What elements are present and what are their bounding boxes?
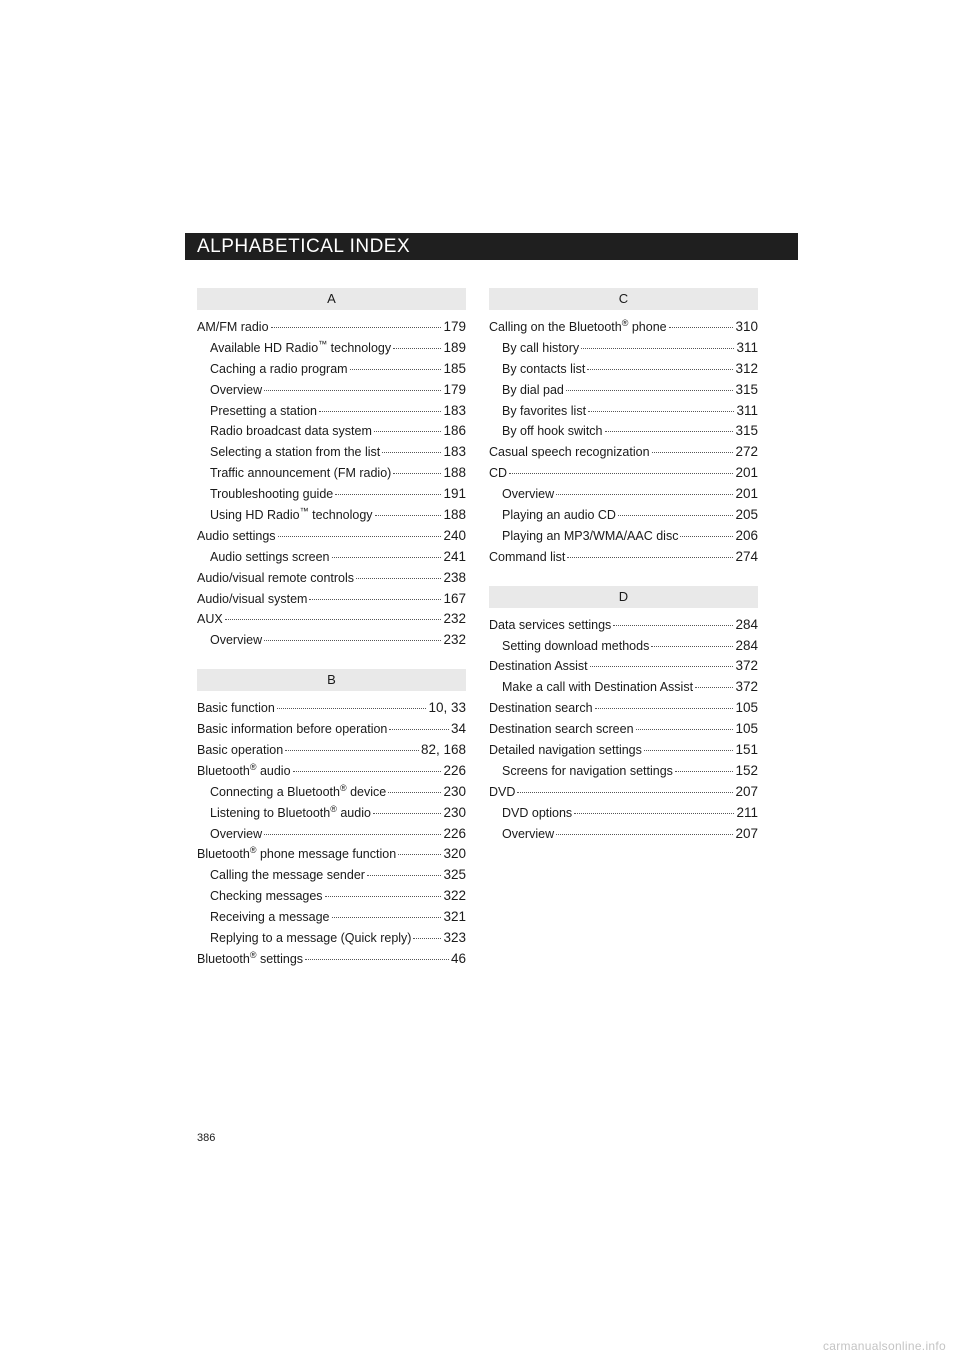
entry-label: Calling on the Bluetooth® phone (489, 317, 667, 334)
entry-label: Bluetooth® phone message function (197, 845, 397, 862)
entry-label: Bluetooth® settings (197, 949, 304, 966)
index-subentry (489, 636, 758, 657)
dot-leader (556, 834, 733, 835)
index-subentry (489, 505, 758, 526)
dot-leader (293, 771, 442, 772)
entry-page-ref: 207 (735, 783, 758, 799)
entry-page-ref: 167 (443, 590, 466, 606)
entry-label: By call history (502, 340, 580, 355)
dot-leader (374, 431, 442, 432)
index-column-right (489, 288, 758, 844)
dot-leader (567, 557, 733, 558)
dot-leader (587, 369, 733, 370)
entry-label: Destination search screen (489, 722, 634, 737)
index-subentry (197, 803, 466, 824)
entry-page-ref: 186 (443, 423, 466, 439)
index-subentry (197, 630, 466, 651)
entry-page-ref: 284 (735, 637, 758, 653)
index-header-bar (185, 233, 798, 260)
entry-page-ref: 315 (735, 381, 758, 397)
section-letter-heading: D (489, 586, 758, 608)
entry-label: Connecting a Bluetooth® device (210, 782, 387, 799)
entry-page-ref: 205 (735, 507, 758, 523)
entry-label: Checking messages (210, 889, 323, 904)
index-entry (197, 719, 466, 740)
entry-page-ref: 311 (736, 339, 758, 355)
entry-label: Available HD Radio™ technology (210, 338, 392, 355)
dot-leader (644, 750, 734, 751)
index-entry (489, 547, 758, 568)
index-subentry (489, 803, 758, 824)
dot-leader (264, 390, 441, 391)
entry-page-ref: 241 (443, 548, 466, 564)
index-subentry (197, 886, 466, 907)
dot-leader (605, 431, 734, 432)
entry-label: Traffic announcement (FM radio) (210, 466, 392, 481)
entry-label: Audio/visual remote controls (197, 570, 355, 585)
dot-leader (595, 708, 734, 709)
entry-page-ref: 34 (450, 721, 466, 737)
dot-leader (413, 938, 441, 939)
index-subentry (489, 761, 758, 782)
index-subentry (489, 401, 758, 422)
index-subentry (197, 401, 466, 422)
dot-leader (264, 640, 441, 641)
dot-leader (285, 750, 419, 751)
index-entry (197, 698, 466, 719)
dot-leader (680, 536, 733, 537)
dot-leader (271, 327, 442, 328)
entry-page-ref: 105 (735, 700, 758, 716)
entry-label: Listening to Bluetooth® audio (210, 803, 371, 820)
entry-label: Bluetooth® audio (197, 761, 291, 778)
index-subentry (489, 421, 758, 442)
dot-leader (636, 729, 734, 730)
entry-label: Audio settings screen (210, 549, 330, 564)
index-subentry (197, 824, 466, 845)
index-subentry (489, 484, 758, 505)
index-section (489, 288, 758, 568)
dot-leader (277, 708, 427, 709)
entry-page-ref: 232 (443, 632, 466, 648)
index-section (197, 669, 466, 970)
entry-page-ref: 183 (443, 444, 466, 460)
index-section (197, 288, 466, 651)
dot-leader (382, 452, 441, 453)
entry-label: Calling the message sender (210, 868, 365, 883)
dot-leader (675, 771, 734, 772)
section-letter-heading: C (489, 288, 758, 310)
dot-leader (225, 619, 442, 620)
dot-leader (509, 473, 733, 474)
entry-label: Overview (502, 826, 555, 841)
dot-leader (356, 578, 441, 579)
entry-label: By off hook switch (502, 424, 603, 439)
entry-label: CD (489, 466, 508, 481)
entry-page-ref: 226 (443, 762, 466, 778)
entry-label: AUX (197, 612, 223, 627)
index-subentry (197, 505, 466, 526)
index-entry (489, 740, 758, 761)
dot-leader (651, 646, 733, 647)
index-entry (489, 656, 758, 677)
entry-label: Playing an audio CD (502, 508, 616, 523)
index-entry (489, 698, 758, 719)
entry-label: Basic function (197, 701, 275, 716)
entry-label: By dial pad (502, 382, 564, 397)
entry-page-ref: 230 (443, 783, 466, 799)
index-entry (197, 589, 466, 610)
dot-leader (618, 515, 734, 516)
entry-page-ref: 310 (735, 319, 758, 334)
entry-page-ref: 321 (443, 909, 466, 925)
dot-leader (332, 917, 442, 918)
index-subentry (197, 463, 466, 484)
entry-page-ref: 201 (735, 465, 758, 481)
dot-leader (613, 625, 733, 626)
index-subentry (489, 380, 758, 401)
index-subentry (489, 526, 758, 547)
index-subentry (197, 782, 466, 803)
index-entry (197, 844, 466, 865)
page-number: 386 (197, 1132, 216, 1144)
entry-page-ref: 105 (735, 721, 758, 737)
entry-page-ref: 238 (443, 569, 466, 585)
dot-leader (367, 875, 442, 876)
section-letter-heading: B (197, 669, 466, 691)
entry-label: Basic information before operation (197, 722, 388, 737)
index-subentry (489, 338, 758, 359)
index-subentry (197, 442, 466, 463)
entry-label: Audio/visual system (197, 591, 308, 606)
entry-page-ref: 322 (443, 888, 466, 904)
entry-label: Receiving a message (210, 910, 330, 925)
index-entry (197, 609, 466, 630)
dot-leader (669, 327, 734, 328)
index-subentry (197, 338, 466, 359)
entry-page-ref: 82, 168 (420, 742, 466, 758)
dot-leader (309, 599, 441, 600)
index-subentry (197, 907, 466, 928)
dot-leader (305, 959, 449, 960)
dot-leader (388, 792, 441, 793)
dot-leader (325, 896, 442, 897)
dot-leader (389, 729, 449, 730)
entry-page-ref: 323 (443, 930, 466, 946)
entry-page-ref: 189 (443, 339, 466, 355)
index-entry (489, 719, 758, 740)
site-watermark[interactable]: carmanualsonline.info (822, 1339, 946, 1353)
entry-page-ref: 284 (735, 616, 758, 632)
dot-leader (574, 813, 734, 814)
entry-page-ref: 320 (443, 846, 466, 862)
index-subentry (197, 359, 466, 380)
entry-page-ref: 211 (736, 804, 758, 820)
dot-leader (332, 557, 442, 558)
entry-label: Command list (489, 549, 566, 564)
index-subentry (489, 677, 758, 698)
entry-label: DVD options (502, 805, 573, 820)
entry-label: Make a call with Destination Assist (502, 680, 694, 695)
dot-leader (398, 854, 441, 855)
entry-page-ref: 151 (735, 742, 758, 758)
entry-label: DVD (489, 784, 516, 799)
index-entry (197, 740, 466, 761)
dot-leader (393, 473, 441, 474)
entry-page-ref: 179 (443, 319, 466, 334)
entry-page-ref: 201 (735, 486, 758, 502)
entry-label: Destination search (489, 701, 593, 716)
index-entry (489, 463, 758, 484)
dot-leader (278, 536, 442, 537)
index-subentry (197, 421, 466, 442)
entry-page-ref: 240 (443, 527, 466, 543)
index-subentry (197, 380, 466, 401)
index-entry (197, 568, 466, 589)
index-entry (197, 526, 466, 547)
dot-leader (517, 792, 733, 793)
entry-label: Presetting a station (210, 403, 318, 418)
dot-leader (335, 494, 441, 495)
entry-label: Audio settings (197, 528, 276, 543)
section-letter-heading: A (197, 288, 466, 310)
entry-label: Caching a radio program (210, 361, 348, 376)
entry-page-ref: 315 (735, 423, 758, 439)
entry-page-ref: 183 (443, 402, 466, 418)
entry-page-ref: 207 (735, 825, 758, 841)
entry-label: Overview (210, 382, 263, 397)
index-entry (197, 317, 466, 338)
dot-leader (581, 348, 734, 349)
entry-label: Overview (210, 633, 263, 648)
entry-page-ref: 372 (735, 679, 758, 695)
entry-label: Destination Assist (489, 659, 588, 674)
entry-label: By contacts list (502, 361, 586, 376)
entry-page-ref: 372 (735, 658, 758, 674)
entry-label: Overview (210, 826, 263, 841)
index-subentry (489, 359, 758, 380)
entry-label: Setting download methods (502, 638, 650, 653)
entry-page-ref: 188 (443, 465, 466, 481)
entry-label: Selecting a station from the list (210, 445, 381, 460)
entry-label: Using HD Radio™ technology (210, 505, 373, 523)
index-subentry (197, 865, 466, 886)
dot-leader (556, 494, 733, 495)
entry-page-ref: 312 (735, 360, 758, 376)
index-entry (489, 317, 758, 338)
entry-page-ref: 206 (735, 527, 758, 543)
entry-label: Radio broadcast data system (210, 424, 372, 439)
entry-page-ref: 188 (443, 507, 466, 523)
entry-page-ref: 226 (443, 825, 466, 841)
index-entry (489, 442, 758, 463)
dot-leader (590, 666, 734, 667)
entry-page-ref: 10, 33 (428, 700, 466, 716)
dot-leader (695, 687, 733, 688)
entry-page-ref: 185 (443, 360, 466, 376)
index-entry (197, 761, 466, 782)
dot-leader (373, 813, 442, 814)
dot-leader (350, 369, 442, 370)
entry-page-ref: 46 (450, 950, 466, 966)
index-title: ALPHABETICAL INDEX (197, 236, 411, 257)
index-subentry (197, 928, 466, 949)
entry-label: Overview (502, 487, 555, 502)
dot-leader (393, 348, 441, 349)
entry-label: By favorites list (502, 403, 587, 418)
entry-label: Detailed navigation settings (489, 743, 642, 758)
entry-page-ref: 274 (735, 548, 758, 564)
entry-page-ref: 179 (443, 381, 466, 397)
dot-leader (319, 411, 441, 412)
entry-page-ref: 272 (735, 444, 758, 460)
dot-leader (566, 390, 734, 391)
index-subentry (197, 484, 466, 505)
entry-page-ref: 325 (443, 867, 466, 883)
entry-label: Basic operation (197, 743, 284, 758)
entry-page-ref: 191 (443, 486, 466, 502)
dot-leader (652, 452, 734, 453)
entry-page-ref: 311 (736, 402, 758, 418)
entry-page-ref: 232 (443, 611, 466, 627)
entry-page-ref: 230 (443, 804, 466, 820)
index-section (489, 586, 758, 845)
index-entry (489, 782, 758, 803)
entry-label: Playing an MP3/WMA/AAC disc (502, 528, 679, 543)
dot-leader (588, 411, 734, 412)
entry-label: Replying to a message (Quick reply) (210, 931, 412, 946)
entry-page-ref: 152 (735, 762, 758, 778)
entry-label: Screens for navigation settings (502, 763, 673, 778)
index-entry (197, 949, 466, 970)
entry-label: Troubleshooting guide (210, 487, 334, 502)
entry-label: AM/FM radio (197, 320, 269, 334)
dot-leader (264, 834, 441, 835)
index-subentry (197, 547, 466, 568)
index-subentry (489, 824, 758, 845)
dot-leader (375, 515, 442, 516)
entry-label: Data services settings (489, 617, 612, 632)
entry-label: Casual speech recognization (489, 445, 650, 460)
index-column-left (197, 288, 466, 970)
index-entry (489, 615, 758, 636)
